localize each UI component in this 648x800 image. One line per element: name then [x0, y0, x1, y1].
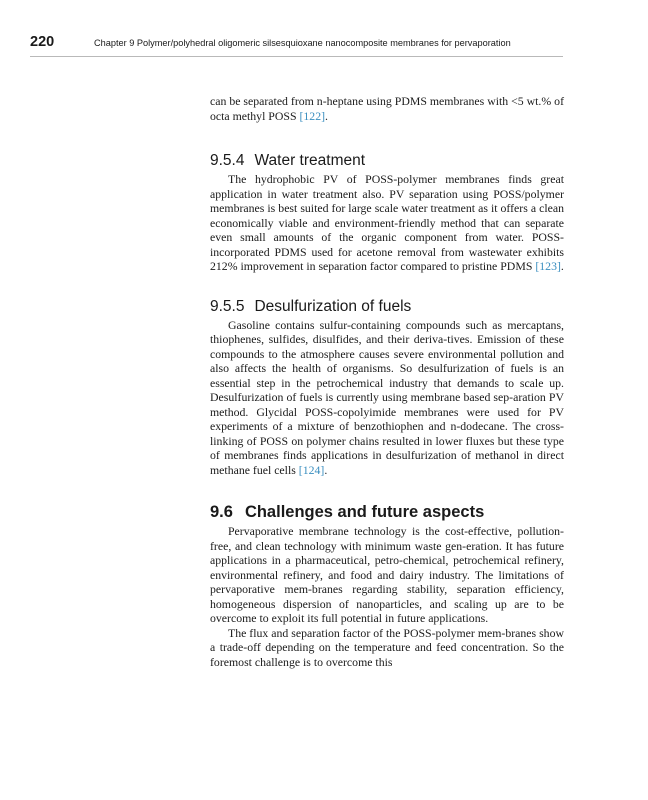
section-heading-954: 9.5.4 Water treatment [210, 152, 366, 169]
desulfurization-paragraph: Gasoline contains sulfur-containing compounds such as mercaptans, thiophenes, sulfides, disulfides, and their deriva-tives. Emission of these compounds to the atmosphere causes severe environmental pollution and also affects the health of organisms. So desulfurization of fuels is an essential step in the petrochemical industry that demands to scale up. Desulfurization of fuels is currently using membrane based sep-aration PV method. Glycidal POSS-copolyimide membranes were used for PV experiments of a mixture of benzothiophen and n-dodecane. The cross-linking of POSS on polymer chains resulted in lower fluxes but these type of membranes finds applications in desulfurization of methanol in direct methane fuel cells [124]. [210, 317, 564, 477]
running-header [30, 34, 563, 57]
citation-122[interactable]: [122] [299, 108, 326, 123]
section-water-treatment [210, 152, 564, 274]
intro-paragraph: can be separated from n-heptane using PDMS membranes with <5 wt.% of octa methyl POSS [122]. [210, 94, 564, 123]
challenges-paragraph-1: Pervaporative membrane technology is the cost-effective, pollution-free, and clean technology with minimum waste gen-eration. It has future applications in a pharmaceutical, petro-chemical, petrochemical refinery, environmental refinery, and food and dairy industry. The limitations of pervaporative mem-branes regarding stability, separation efficiency, homogeneous dispersion of nanoparticles, and scaling up are to be overcome to exploit its full potential in future applications. [210, 524, 564, 625]
water-treatment-paragraph: The hydrophobic PV of POSS-polymer membranes finds great application in water treatment also. PV separation using POSS/polymer membranes is best suited for large scale water treatment as it offers a clean economically viable and environment-friendly method that can separate even small amounts of the organic component from water. POSS-incorporated PDMS used for acetone removal from wastewater exhibits 212% improvement in separation factor compared to pristine PDMS [123]. [210, 172, 564, 273]
section-desulfurization [210, 298, 564, 478]
section-heading-96: 9.6 Challenges and future aspects [210, 503, 485, 521]
challenges-paragraph-2: The flux and separation factor of the POSS-polymer mem-branes show a trade-off depending on the temperature and feed concentration. So the foremost challenge is to overcome this [210, 625, 564, 669]
citation-124[interactable]: [124] [298, 462, 325, 477]
page-number: 220 [30, 34, 55, 50]
citation-123[interactable]: [123] [535, 259, 561, 273]
body-column [210, 94, 564, 669]
section-challenges [210, 502, 564, 669]
chapter-title: Chapter 9 Polymer/polyhedral oligomeric silsesquioxane nanocomposite membranes for pervaporation [94, 38, 511, 48]
section-heading-955: 9.5.5 Desulfurization of fuels [210, 297, 412, 315]
